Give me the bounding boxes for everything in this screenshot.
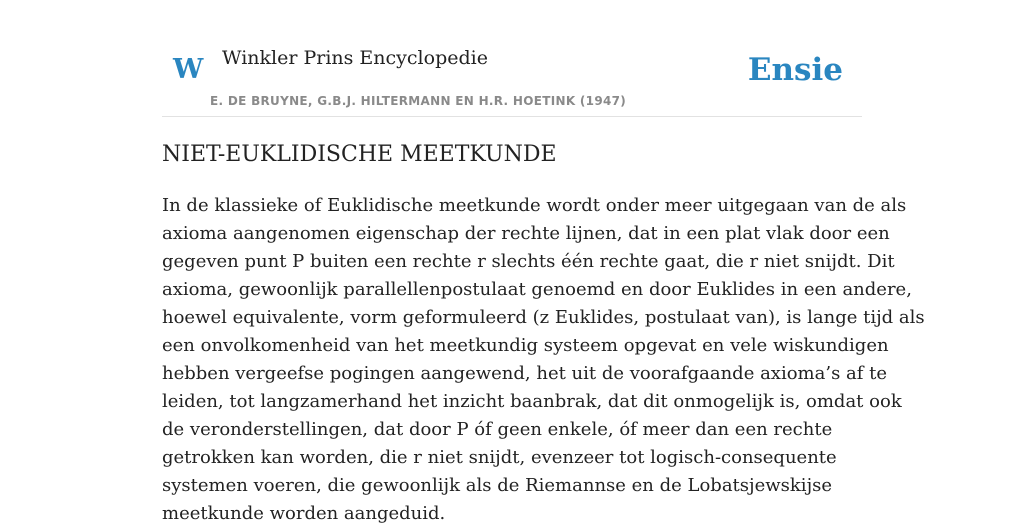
article-line: getrokken kan worden, die r niet snijdt, evenzeer tot logisch-consequente — [162, 447, 837, 468]
brand-logo[interactable]: Ensie — [747, 52, 843, 88]
article-body — [162, 192, 925, 528]
article-line: een onvolkomenheid van het meetkundig systeem opgevat en vele wiskundigen — [162, 335, 889, 356]
article-line: de veronderstellingen, dat door P óf geen enkele, óf meer dan een rechte — [162, 419, 833, 440]
article-line: leiden, tot langzamerhand het inzicht baanbrak, dat dit onmogelijk is, omdat ook — [162, 391, 902, 412]
site-header — [162, 0, 862, 117]
article-line: In de klassieke of Euklidische meetkunde wordt onder meer uitgegaan van de als — [162, 195, 907, 216]
article-line: hoewel equivalente, vorm geformuleerd (z Euklides, postulaat van), is lange tijd als — [162, 307, 925, 328]
site-title[interactable]: Winkler Prins Encyclopedie — [222, 47, 488, 69]
article-line: meetkunde worden aangeduid. — [162, 503, 446, 524]
authors-line: E. DE BRUYNE, G.B.J. HILTERMANN EN H.R. HOETINK (1947) — [210, 94, 627, 108]
article-title: NIET-EUKLIDISCHE MEETKUNDE — [162, 142, 557, 167]
article-line: gegeven punt P buiten een rechte r slechts één rechte gaat, die r niet snijdt. Dit — [162, 251, 895, 272]
article-line: axioma aangenomen eigenschap der rechte lijnen, dat in een plat vlak door een — [162, 223, 890, 244]
article-line: axioma, gewoonlijk parallellenpostulaat genoemd en door Euklides in een andere, — [162, 279, 912, 300]
article-line: hebben vergeefse pogingen aangewend, het uit de voorafgaande axioma’s af te — [162, 363, 888, 384]
site-logo-icon[interactable]: W — [173, 54, 204, 85]
article-line: systemen voeren, die gewoonlijk als de Riemannse en de Lobatsjewskijse — [162, 475, 833, 496]
